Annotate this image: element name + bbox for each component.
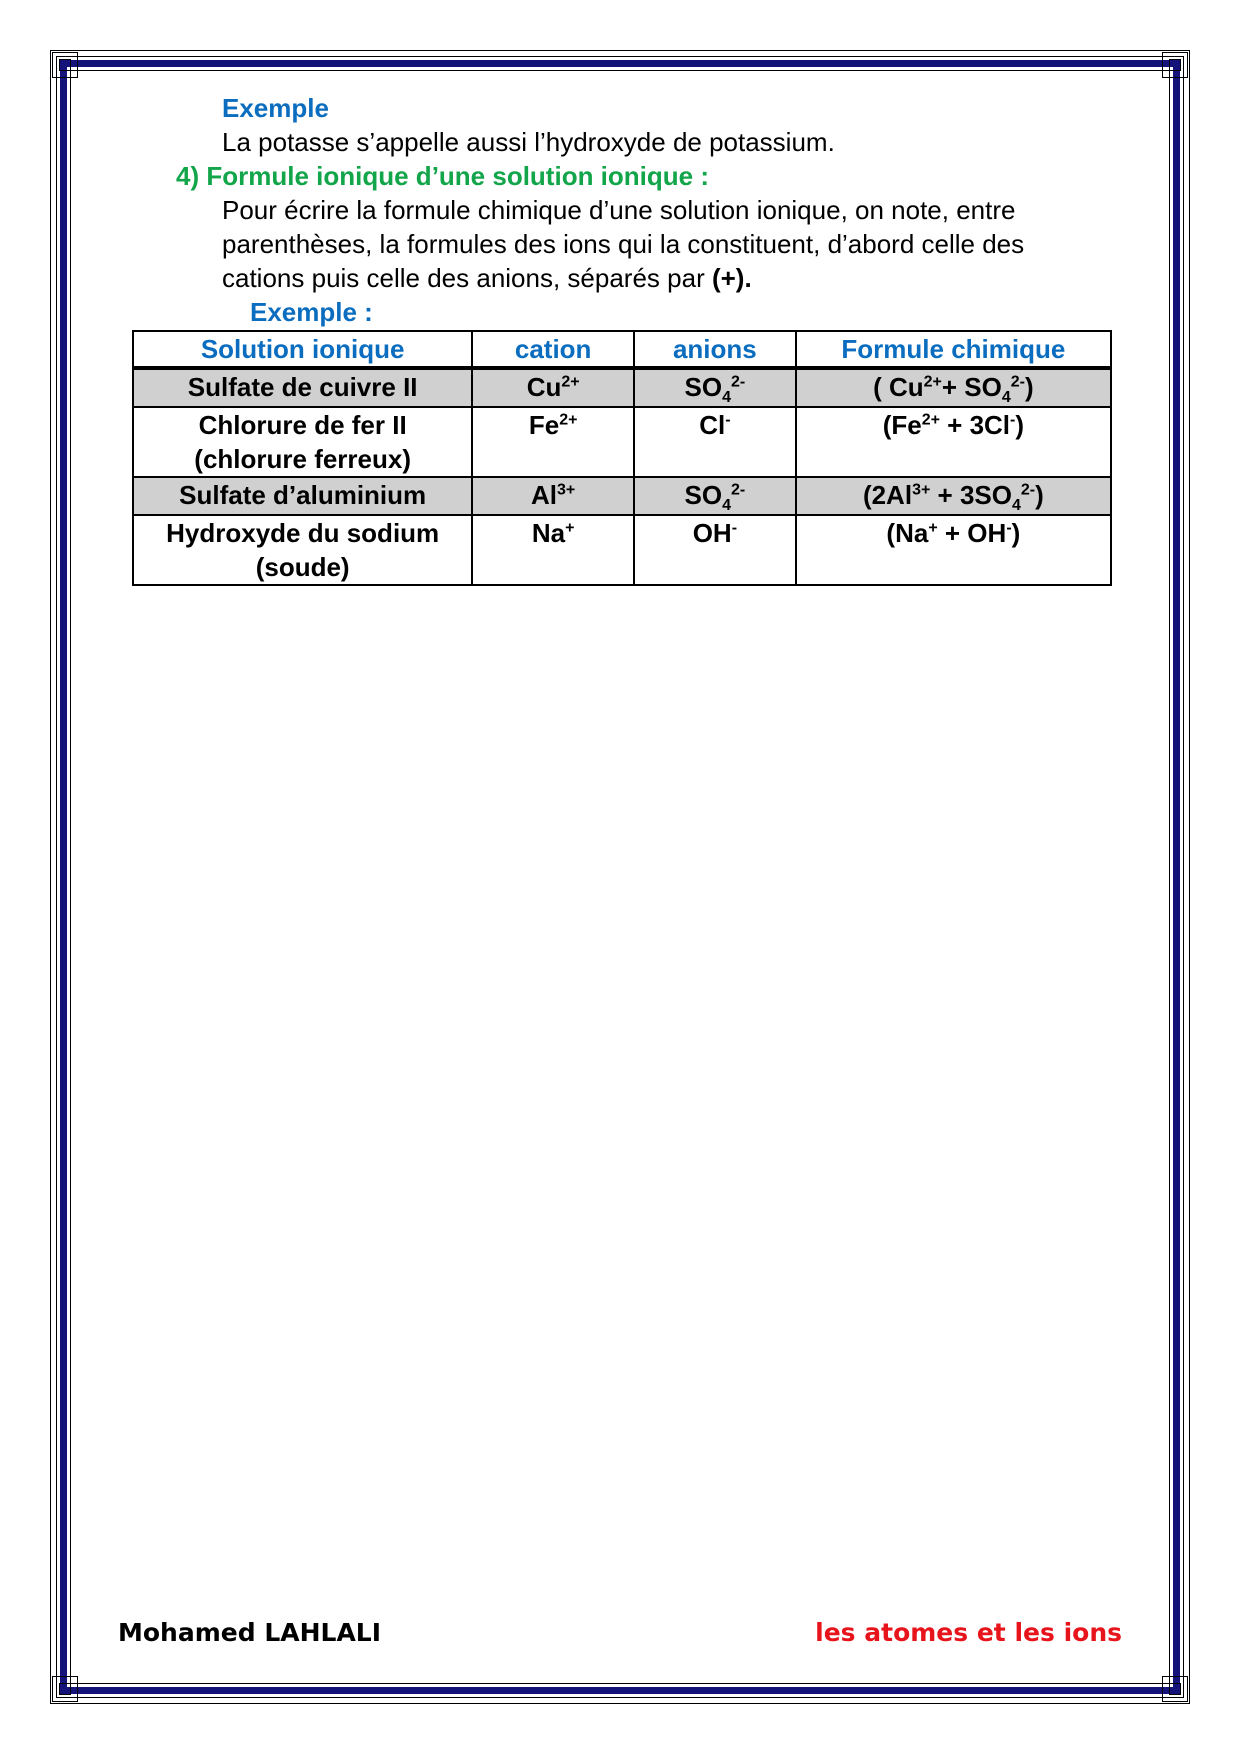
ion-symbol: Cu	[526, 372, 562, 402]
header-cation: cation	[472, 331, 634, 368]
formula-charge: 2-	[1020, 481, 1036, 499]
formula-part: + OH	[937, 518, 1007, 548]
formula-part: )	[1015, 410, 1025, 440]
solution-alt-name: (soude)	[255, 552, 350, 582]
cell-solution	[133, 407, 472, 477]
cell-formula	[796, 477, 1111, 515]
paragraph-line	[222, 261, 752, 295]
section-number: 4)	[176, 161, 200, 191]
page-frame-inner	[70, 70, 1170, 1684]
formula-charge: -	[1010, 411, 1016, 429]
frame-corner-ornament	[52, 52, 78, 78]
paragraph-line: parenthèses, la formules des ions qui la constituent, d’abord celle des	[222, 229, 1025, 259]
formula-part: (2Al	[862, 480, 913, 510]
cell-anion	[634, 477, 796, 515]
ion-symbol: OH	[692, 518, 732, 548]
ion-symbol: Na	[531, 518, 566, 548]
ion-charge: -	[725, 411, 731, 429]
formula-part: (Fe	[882, 410, 922, 440]
formula-part: + SO	[941, 372, 1002, 402]
solution-name: Hydroxyde du sodium	[166, 518, 440, 548]
ion-charge: +	[565, 519, 575, 537]
example-text: La potasse s’appelle aussi l’hydroxyde de potassium.	[222, 127, 835, 157]
cell-anion	[634, 407, 796, 477]
ion-subscript: 4	[722, 497, 731, 515]
formula-charge: +	[928, 519, 938, 537]
formula-part: )	[1024, 372, 1034, 402]
footer-author: Mohamed LAHLALI	[118, 1618, 382, 1647]
solution-alt-name: (chlorure ferreux)	[194, 444, 412, 474]
cell-cation	[472, 368, 634, 407]
solution-name: Sulfate de cuivre II	[187, 372, 418, 402]
section-title: Formule ionique d’une solution ionique :	[206, 161, 709, 191]
frame-corner-ornament	[1162, 52, 1188, 78]
formula-charge: 2-	[1010, 373, 1025, 391]
cell-cation	[472, 477, 634, 515]
cell-anion	[634, 368, 796, 407]
formula-part: + 3SO	[930, 480, 1012, 510]
formula-subscript: 4	[1001, 389, 1011, 407]
ion-charge: 2+	[559, 411, 578, 429]
formula-charge: 2+	[923, 373, 942, 391]
cell-formula	[796, 368, 1111, 407]
ion-symbol: Cl	[699, 410, 726, 440]
section-heading	[176, 159, 709, 193]
frame-corner-ornament	[52, 1676, 78, 1702]
cell-solution	[133, 368, 472, 407]
formula-charge: 3+	[912, 481, 931, 499]
table-row	[133, 407, 1111, 477]
table-row	[133, 515, 1111, 585]
paragraph-line: Pour écrire la formule chimique d’une solution ionique, on note, entre	[222, 195, 1016, 225]
frame-corner-ornament	[1162, 1676, 1188, 1702]
header-formula: Formule chimique	[796, 331, 1111, 368]
ionic-solutions-table	[132, 330, 1112, 586]
formula-subscript: 4	[1011, 497, 1021, 515]
ion-symbol: SO	[684, 372, 723, 402]
ion-charge: -	[731, 519, 738, 537]
header-solution: Solution ionique	[133, 331, 472, 368]
paragraph-line-text: cations puis celle des anions, séparés par	[222, 263, 705, 293]
solution-name: Sulfate d’aluminium	[179, 480, 427, 510]
formula-part: ( Cu	[873, 372, 924, 402]
ion-symbol: Al	[531, 480, 558, 510]
table-row	[133, 477, 1111, 515]
cell-formula	[796, 515, 1111, 585]
formula-part: )	[1035, 480, 1044, 510]
table-row	[133, 368, 1111, 407]
paragraph-bold-end: (+).	[711, 263, 752, 293]
cell-cation	[472, 407, 634, 477]
ion-symbol: SO	[684, 480, 723, 510]
ion-charge: 2-	[730, 481, 746, 499]
ion-subscript: 4	[722, 389, 731, 407]
formula-charge: -	[1006, 519, 1012, 537]
formula-part: )	[1011, 518, 1021, 548]
ion-charge: 2-	[730, 373, 746, 391]
example-heading: Exemple	[222, 93, 329, 123]
ion-charge: 2+	[561, 373, 580, 391]
table-header-row	[133, 331, 1111, 368]
ion-charge: 3+	[557, 481, 576, 499]
formula-part: (Na	[886, 518, 929, 548]
footer-topic: les atomes et les ions	[815, 1618, 1122, 1647]
example2-heading: Exemple :	[250, 297, 373, 327]
cell-anion	[634, 515, 796, 585]
header-anions: anions	[634, 331, 796, 368]
formula-part: + 3Cl	[939, 410, 1011, 440]
ion-symbol: Fe	[528, 410, 560, 440]
formula-charge: 2+	[921, 411, 940, 429]
solution-name: Chlorure de fer II	[198, 410, 407, 440]
cell-formula	[796, 407, 1111, 477]
cell-cation	[472, 515, 634, 585]
cell-solution	[133, 515, 472, 585]
cell-solution	[133, 477, 472, 515]
